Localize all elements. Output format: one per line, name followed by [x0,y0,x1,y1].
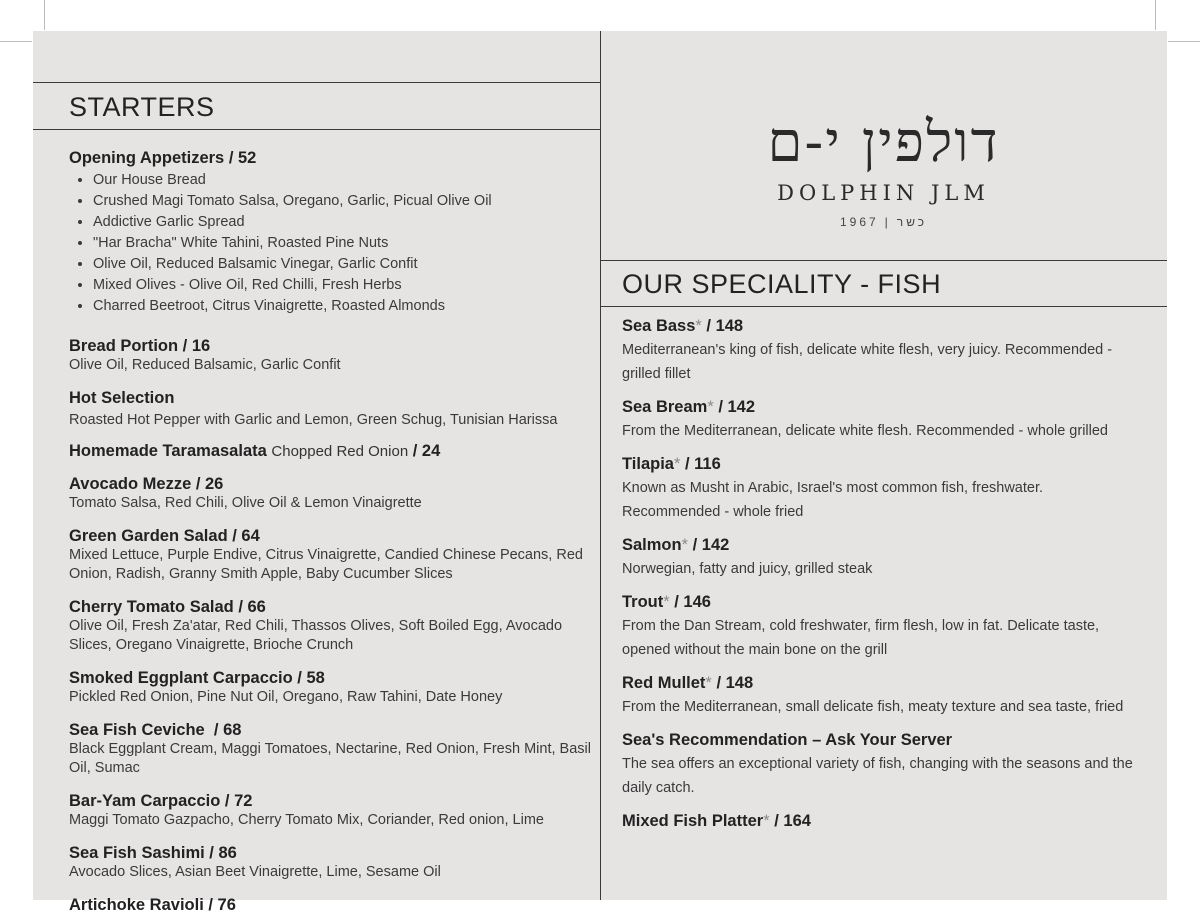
item-description: Black Eggplant Cream, Maggi Tomatoes, Nectarine, Red Onion, Fresh Mint, Basil Oil, Sumac [69,741,591,776]
founding-year: 1967 [839,215,879,229]
item-title [622,535,1142,555]
item-title: Opening Appetizers / 52 [69,149,257,167]
item-title: Sea Fish Sashimi / 86 [69,844,237,862]
fish-title: OUR SPECIALITY - FISH [622,269,942,299]
tagline-separator: | [884,215,891,229]
item-name: Mixed Fish Platter [622,812,764,830]
menu-item-mixed-fish-platter [622,811,1142,831]
item-title: Smoked Eggplant Carpaccio / 58 [69,669,325,687]
item-title: Artichoke Ravioli / 76 [69,896,236,914]
logo-latin-name: DOLPHIN JLM [777,181,990,205]
logo-tagline [600,215,1167,229]
menu-item-bar-yam-carpaccio [69,791,594,830]
item-description: Mediterranean's king of fish, delicate white flesh, very juicy. Recommended - grilled fillet [622,342,1113,382]
item-description: The sea offers an exceptional variety of fish, changing with the seasons and the daily catch. [622,756,1133,796]
menu-item-red-mullet [622,673,1142,719]
menu-item-salmon [622,535,1142,581]
menu-item-trout [622,592,1142,662]
item-title: Sea Fish Ceviche / 68 [69,721,242,739]
bullet-item: • "Har Bracha" White Tahini, Roasted Pine Nuts [93,233,594,254]
item-title [69,441,594,462]
item-name: Sea Bream [622,398,708,416]
kosher-asterisk: * [673,455,681,473]
item-name: Trout [622,593,664,611]
item-description: Norwegian, fatty and juicy, grilled steak [622,561,873,577]
logo-hebrew-name: דולפין י-ם [767,110,1000,175]
item-name: Homemade Taramasalata [69,442,267,460]
menu-item-green-garden-salad [69,526,594,584]
menu-item-sea-bass [622,316,1142,386]
item-name: Red Mullet [622,674,706,692]
item-title [622,592,1142,612]
kosher-asterisk: * [681,536,689,554]
kosher-asterisk: * [763,812,770,830]
fish-rule-top [600,260,1167,261]
item-title: Bar-Yam Carpaccio / 72 [69,792,253,810]
menu-item-opening-appetizers [69,148,594,317]
item-description: Mixed Lettuce, Purple Endive, Citrus Vinaigrette, Candied Chinese Pecans, Red Onion, Radish, Granny Smith Apple, Baby Cucumber Slices [69,547,583,582]
starters-rule-bottom [33,129,600,130]
item-title [622,397,1142,417]
item-price: / 116 [684,455,721,473]
bullet-item: • Addictive Garlic Spread [93,212,594,233]
item-description: Pickled Red Onion, Pine Nut Oil, Oregano, Raw Tahini, Date Honey [69,689,503,705]
item-description: Roasted Hot Pepper with Garlic and Lemon, Green Schug, Tunisian Harissa [69,412,558,428]
item-price: / 148 [706,317,744,335]
starters-list [69,148,594,915]
kosher-label: כשר [896,215,928,229]
item-description: From the Mediterranean, delicate white flesh. Recommended - whole grilled [622,423,1108,439]
item-price: / 164 [774,812,811,830]
item-title: Avocado Mezze / 26 [69,475,224,493]
crop-mark-right-horizontal [1168,41,1200,42]
item-title: Bread Portion / 16 [69,337,211,355]
item-price: / 146 [674,593,711,611]
item-description: From the Mediterranean, small delicate fish, meaty texture and sea taste, fried [622,699,1124,715]
item-description: Olive Oil, Fresh Za'atar, Red Chili, Thassos Olives, Soft Boiled Egg, Avocado Slices, Oregano Vinaigrette, Brioche Crunch [69,618,563,653]
bullet-item: • Our House Bread [93,170,594,191]
crop-mark-right-vertical [1155,0,1156,30]
item-name: Salmon [622,536,682,554]
menu-item-avocado-mezze [69,474,594,513]
menu-item-hot-selection [69,388,594,430]
menu-item-bread-portion [69,336,594,375]
item-title [622,454,1142,474]
starters-rule-top [33,82,600,83]
kosher-asterisk: * [705,674,712,692]
item-title [622,730,1142,750]
item-description: Avocado Slices, Asian Beet Vinaigrette, Lime, Sesame Oil [69,864,441,880]
item-description: Tomato Salsa, Red Chili, Olive Oil & Lemon Vinaigrette [69,495,422,511]
item-title [622,316,1142,336]
bullet-item: • Charred Beetroot, Citrus Vinaigrette, Roasted Almonds [93,296,594,317]
menu-item-sea-bream [622,397,1142,443]
item-inline-description: Chopped Red Onion [271,443,409,460]
item-description: Olive Oil, Reduced Balsamic, Garlic Confit [69,357,341,373]
menu-item-sea-fish-sashimi [69,843,594,882]
item-price: / 142 [692,536,730,554]
bullet-item: • Olive Oil, Reduced Balsamic Vinegar, Garlic Confit [93,254,594,275]
item-description: Known as Musht in Arabic, Israel's most common fish, freshwater. Recommended - whole fried [622,480,1044,520]
item-title: Cherry Tomato Salad / 66 [69,598,266,616]
crop-mark-left-vertical [44,0,45,30]
fish-list [622,316,1142,831]
crop-mark-left-horizontal [0,41,32,42]
kosher-asterisk: * [695,317,702,335]
item-description: Maggi Tomato Gazpacho, Cherry Tomato Mix, Coriander, Red onion, Lime [69,812,544,828]
menu-item-taramasalata [69,441,594,462]
item-name: Sea Bass [622,317,696,335]
item-price: / 148 [716,674,754,692]
item-title [622,811,1142,831]
appetizer-bullets [69,170,594,317]
menu-item-artichoke-ravioli [69,895,594,915]
kosher-asterisk: * [663,593,670,611]
item-price: / 24 [412,442,441,460]
menu-item-tilapia [622,454,1142,524]
menu-item-seas-recommendation [622,730,1142,800]
restaurant-logo [600,111,1167,229]
bullet-item: • Crushed Magi Tomato Salsa, Oregano, Garlic, Picual Olive Oil [93,191,594,212]
menu-item-cherry-tomato-salad [69,597,594,655]
item-name: Sea's Recommendation – Ask Your Server [622,731,953,749]
menu-item-smoked-eggplant [69,668,594,707]
fish-rule-bottom [600,306,1167,307]
item-description: From the Dan Stream, cold freshwater, firm flesh, low in fat. Delicate taste, opened without the main bone on the grill [622,618,1100,658]
item-name: Tilapia [622,455,674,473]
item-price: / 142 [718,398,756,416]
starters-title: STARTERS [69,92,215,122]
kosher-asterisk: * [707,398,714,416]
menu-item-sea-fish-ceviche [69,720,594,778]
item-title: Hot Selection [69,389,175,407]
item-title: Green Garden Salad / 64 [69,527,260,545]
item-title [622,673,1142,693]
bullet-item: • Mixed Olives - Olive Oil, Red Chilli, Fresh Herbs [93,275,594,296]
menu-page [33,31,1167,914]
